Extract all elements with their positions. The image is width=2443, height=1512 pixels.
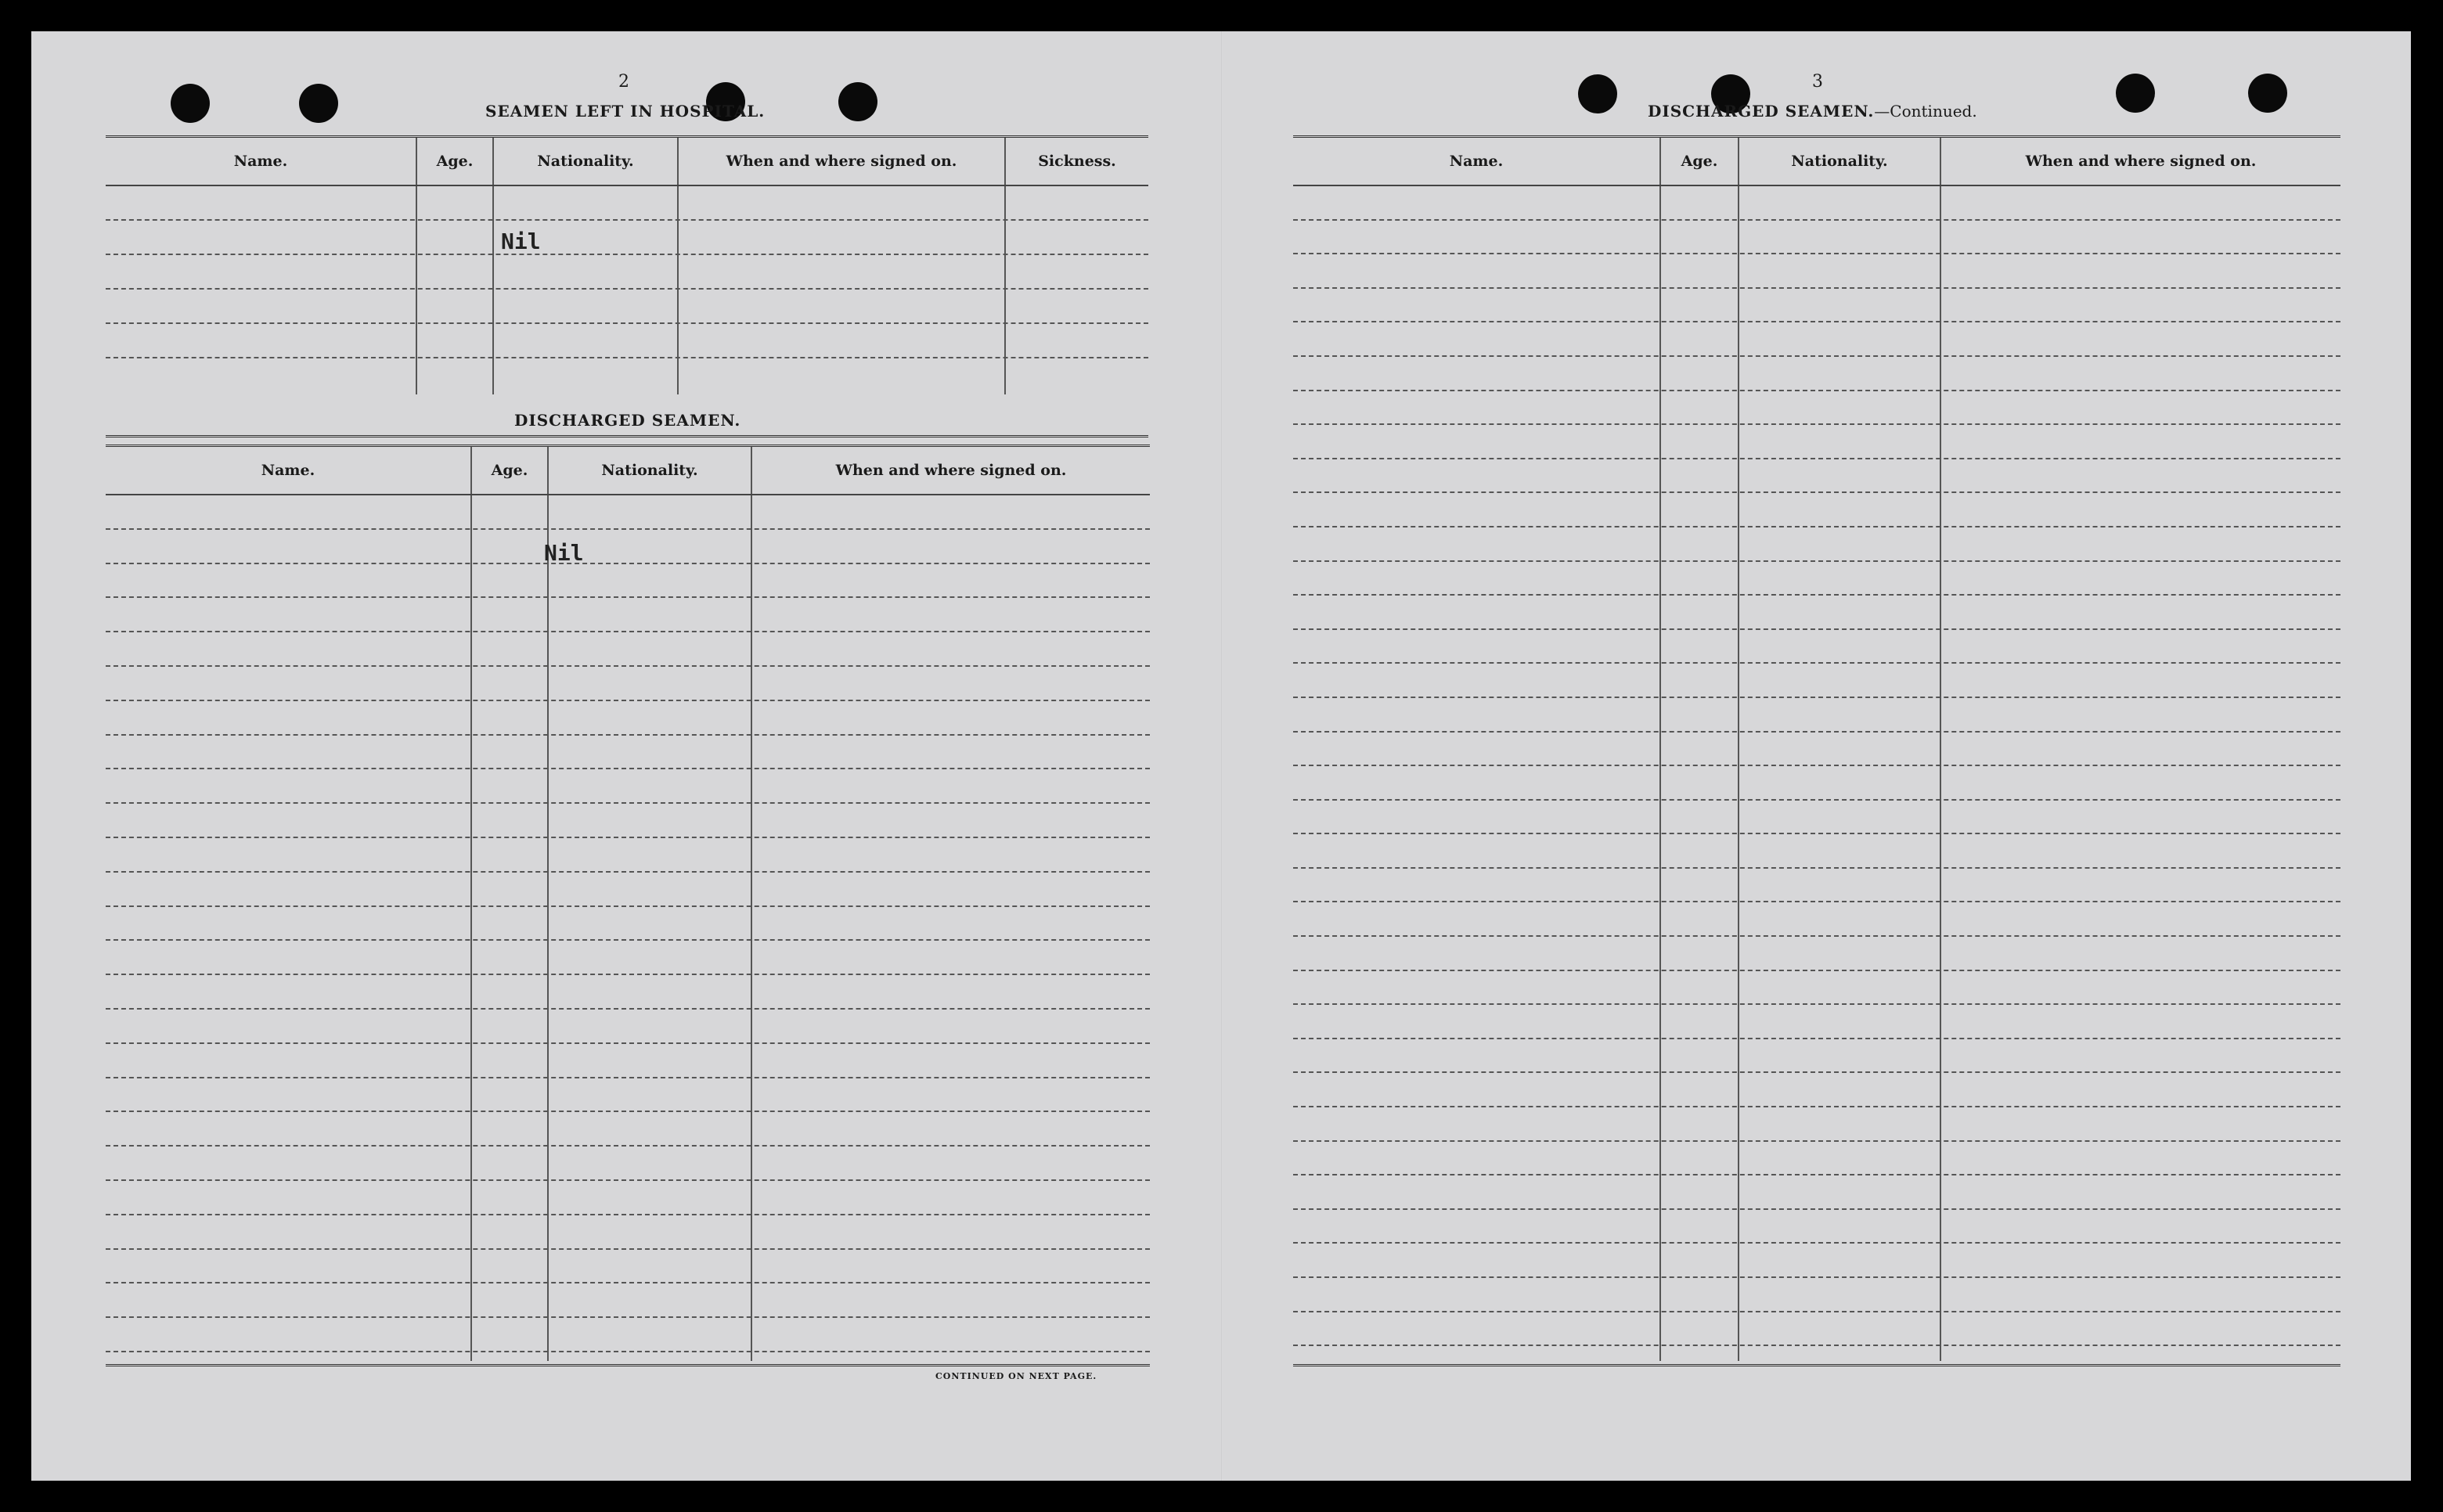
discharged-rows-left: [106, 495, 1150, 1352]
table-row: [1293, 1039, 2340, 1074]
table-row: [1293, 1244, 2340, 1278]
discharged-continued-title: [1648, 102, 1977, 121]
discharged-table-left: [106, 445, 1150, 1362]
punch-hole: [2116, 74, 2155, 113]
table-row: [106, 941, 1150, 975]
hospital-table: [106, 135, 1148, 433]
table-row: [1293, 869, 2340, 903]
table-row: [1293, 766, 2340, 801]
discharged-continued-header: [1293, 138, 2340, 186]
page-number-right: 3: [1812, 72, 1823, 92]
table-row: [106, 1044, 1150, 1078]
discharged-table-header: [106, 447, 1150, 495]
section-title-suffix: —Continued.: [1874, 102, 1977, 121]
table-row: [106, 667, 1150, 701]
punch-hole: [2248, 74, 2287, 113]
table-row: [1293, 1312, 2340, 1347]
table-row: [1293, 186, 2340, 221]
hospital-table-header: [106, 138, 1148, 186]
column-header-name: Name.: [1449, 153, 1504, 170]
table-row: [1293, 1005, 2340, 1039]
table-row: [106, 975, 1150, 1010]
table-row: [106, 873, 1150, 907]
table-row: [106, 564, 1150, 599]
section-title-text: DISCHARGED SEAMEN.: [1648, 102, 1875, 121]
table-row: [106, 701, 1150, 736]
table-row: [1293, 391, 2340, 426]
hospital-section-title: SEAMEN LEFT IN HOSPITAL.: [485, 102, 766, 121]
table-row: [1293, 801, 2340, 835]
table-row: [1293, 937, 2340, 971]
table-row: [1293, 322, 2340, 357]
table-row: [1293, 425, 2340, 459]
table-row: [1293, 1175, 2340, 1210]
table-row: [106, 769, 1150, 804]
table-row: [1293, 1142, 2340, 1176]
table-row: [106, 495, 1150, 530]
table-row: [106, 838, 1150, 873]
table-row: [106, 907, 1150, 941]
column-header-nationality: Nationality.: [547, 447, 751, 494]
column-header-sickness: Sickness.: [1004, 138, 1148, 185]
table-row: [106, 1283, 1150, 1318]
table-row: [106, 1078, 1150, 1113]
discharged-rows-right: [1293, 186, 2340, 1346]
table-row: [1293, 1278, 2340, 1312]
discharged-nil-entry: Nil: [544, 540, 584, 566]
page-fold: [1221, 31, 1223, 1481]
column-header-signed-on: When and where signed on.: [1940, 138, 2340, 185]
hospital-rows: [106, 186, 1148, 358]
column-header-signed-on: When and where signed on.: [751, 447, 1150, 494]
table-row: [106, 632, 1150, 667]
table-row: [106, 736, 1150, 770]
table-row: [1293, 971, 2340, 1006]
table-row: [1293, 902, 2340, 937]
column-header-nationality: Nationality.: [492, 138, 677, 185]
table-row: [1293, 834, 2340, 869]
column-header-signed-on: When and where signed on.: [677, 138, 1004, 185]
page-number-left: 2: [618, 72, 629, 92]
column-header-age: Age.: [470, 447, 547, 494]
table-row: [106, 1010, 1150, 1044]
table-row: [106, 186, 1148, 221]
table-row: [106, 1147, 1150, 1181]
table-row: [1293, 1107, 2340, 1142]
table-row: [1293, 459, 2340, 494]
column-header-name: Name.: [261, 462, 315, 479]
table-row: [1293, 527, 2340, 562]
table-row: [1293, 254, 2340, 289]
table-row: [106, 255, 1148, 290]
punch-hole: [299, 84, 338, 123]
table-row: [1293, 630, 2340, 664]
table-row: [1293, 596, 2340, 630]
table-row: [1293, 1073, 2340, 1107]
punch-hole: [1578, 74, 1617, 113]
column-header-age: Age.: [416, 138, 492, 185]
column-header-age: Age.: [1659, 138, 1738, 185]
table-row: [1293, 289, 2340, 323]
table-row: [106, 290, 1148, 324]
table-row: [1293, 221, 2340, 255]
punch-hole: [171, 84, 210, 123]
table-row: [106, 324, 1148, 358]
hospital-nil-entry: Nil: [501, 229, 541, 254]
table-row: [1293, 733, 2340, 767]
column-header-nationality: Nationality.: [1738, 138, 1940, 185]
table-row: [1293, 493, 2340, 527]
table-row: [106, 1215, 1150, 1250]
table-row: [106, 1250, 1150, 1284]
table-row: [1293, 698, 2340, 733]
register-sheet: [31, 31, 2411, 1481]
table-row: [1293, 1210, 2340, 1244]
punch-hole: [838, 82, 877, 121]
table-row: [106, 598, 1150, 632]
table-row: [1293, 562, 2340, 596]
table-row: [1293, 357, 2340, 391]
table-row: [106, 1112, 1150, 1147]
discharged-table-right: [1293, 135, 2340, 1362]
table-row: [1293, 664, 2340, 698]
table-row: [106, 530, 1150, 564]
continued-note: CONTINUED ON NEXT PAGE.: [935, 1371, 1097, 1381]
table-row: [106, 1181, 1150, 1215]
discharged-section-title: DISCHARGED SEAMEN.: [514, 411, 741, 430]
table-row: [106, 1318, 1150, 1352]
column-header-name: Name.: [233, 153, 288, 170]
table-row: [106, 221, 1148, 255]
table-row: [106, 804, 1150, 838]
